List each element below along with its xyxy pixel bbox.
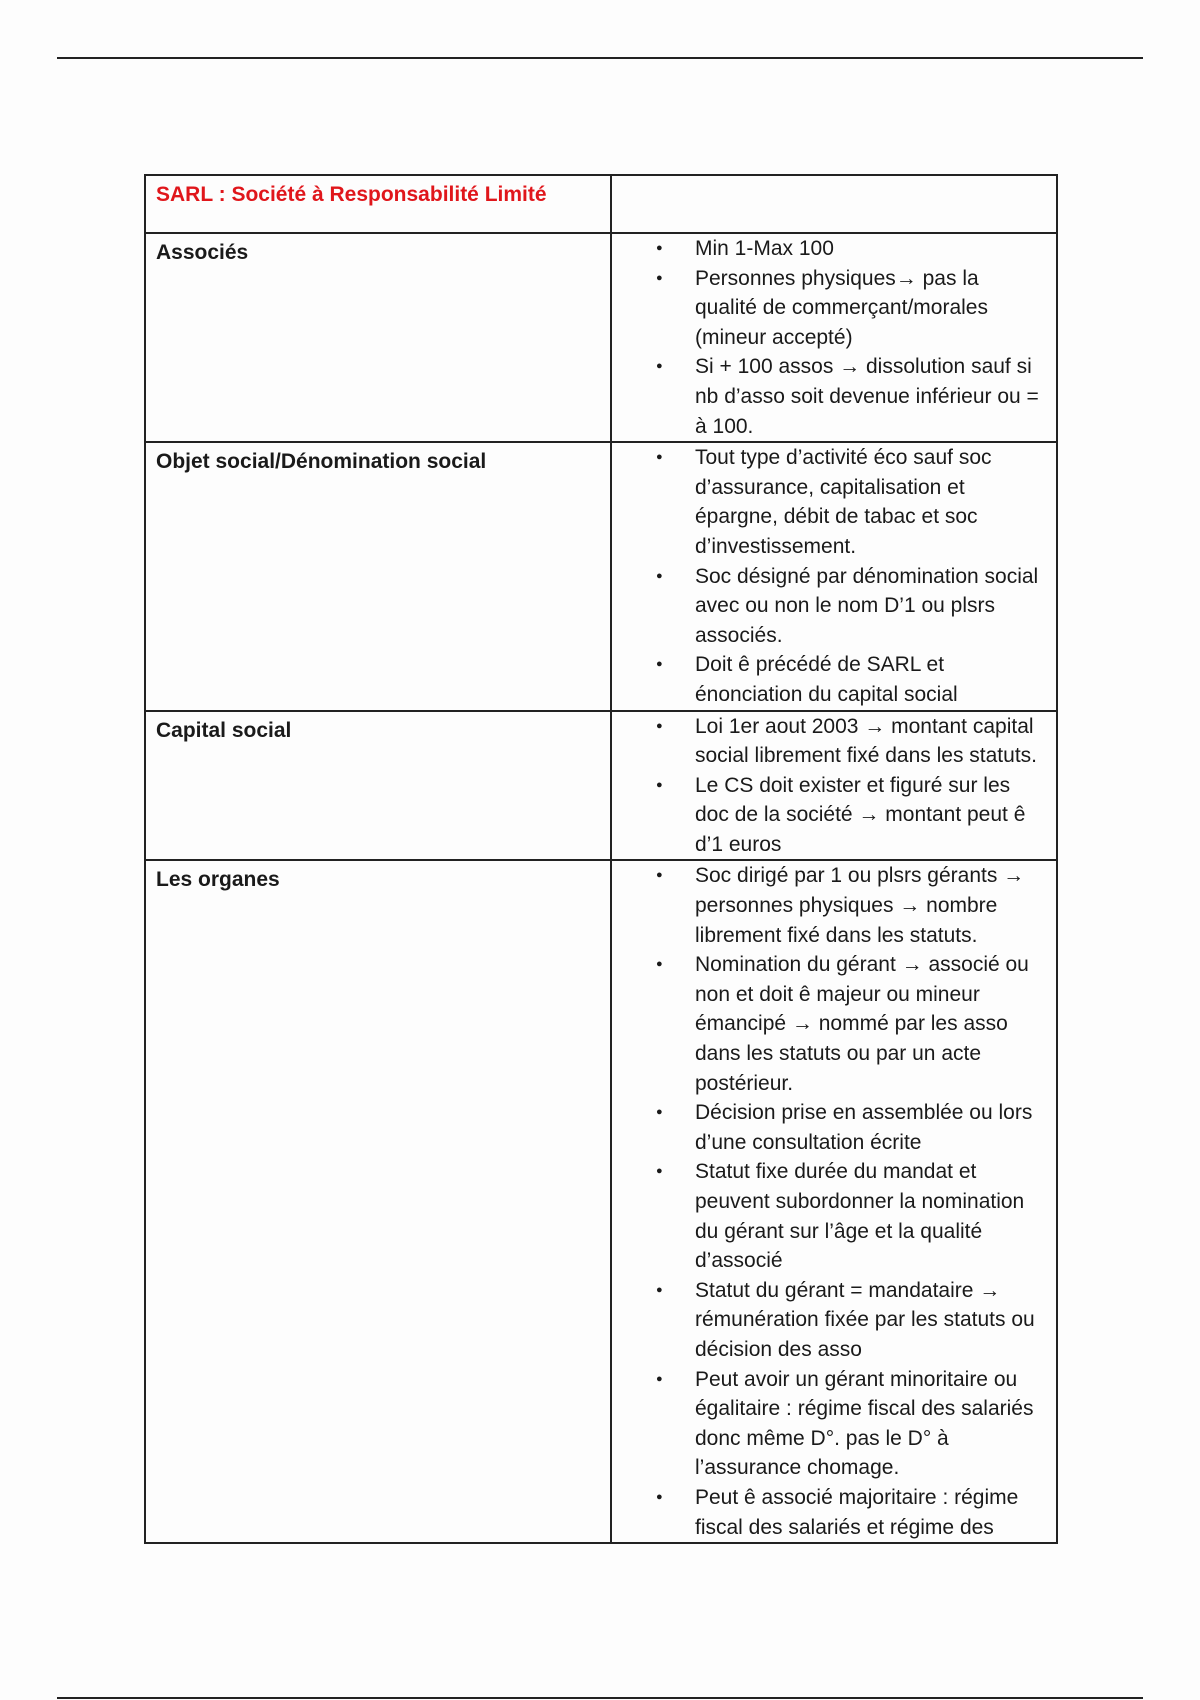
table-title: SARL : Société à Responsabilité Limité: [145, 175, 611, 233]
row-content: [611, 233, 1057, 442]
table-header-row: [145, 175, 1057, 233]
list-item: ● Min 1-Max 100: [612, 234, 1044, 264]
list-item: ● Soc désigné par dénomination social avec ou non le nom D’1 ou plsrs associés.: [612, 562, 1044, 651]
footer-rule: [57, 1697, 1143, 1699]
sarl-table: [144, 174, 1058, 1544]
list-item: ● Statut du gérant = mandataire → rémunération fixée par les statuts ou décision des asso: [612, 1276, 1044, 1365]
list-item: ● Soc dirigé par 1 ou plsrs gérants → personnes physiques → nombre librement fixé dans les statuts.: [612, 861, 1044, 950]
table-row-organes: [145, 860, 1057, 1543]
row-label: Objet social/Dénomination social: [145, 442, 611, 710]
table-row-objet-social: [145, 442, 1057, 710]
row-label: Capital social: [145, 711, 611, 861]
bullet-list: [612, 234, 1044, 441]
list-item: ● Statut fixe durée du mandat et peuvent subordonner la nomination du gérant sur l’âge et la qualité d’associé: [612, 1157, 1044, 1275]
list-item: ● Peut avoir un gérant minoritaire ou égalitaire : régime fiscal des salariés donc même D°. pas le D° à l’assurance chomage.: [612, 1365, 1044, 1483]
bullet-list: [612, 861, 1044, 1542]
table-row-associes: [145, 233, 1057, 442]
bullet-list: [612, 712, 1044, 860]
list-item: ● Le CS doit exister et figuré sur les doc de la société → montant peut ê d’1 euros: [612, 771, 1044, 860]
list-item: ● Loi 1er aout 2003 → montant capital social librement fixé dans les statuts.: [612, 712, 1044, 771]
list-item: ● Doit ê précédé de SARL et énonciation du capital social: [612, 650, 1044, 709]
list-item: ● Nomination du gérant → associé ou non et doit ê majeur ou mineur émancipé → nommé par les asso dans les statuts ou par un acte postérieur.: [612, 950, 1044, 1098]
row-label: Les organes: [145, 860, 611, 1543]
list-item: ● Personnes physiques→ pas la qualité de commerçant/morales (mineur accepté): [612, 264, 1044, 353]
row-label: Associés: [145, 233, 611, 442]
row-content: [611, 711, 1057, 861]
list-item: ● Décision prise en assemblée ou lors d’une consultation écrite: [612, 1098, 1044, 1157]
table-header-empty-cell: [611, 175, 1057, 233]
list-item: ● Tout type d’activité éco sauf soc d’assurance, capitalisation et épargne, débit de tabac et soc d’investissement.: [612, 443, 1044, 561]
list-item: ● Peut ê associé majoritaire : régime fiscal des salariés et régime des: [612, 1483, 1044, 1542]
list-item: ● Si + 100 assos → dissolution sauf si nb d’asso soit devenue inférieur ou = à 100.: [612, 352, 1044, 441]
header-rule: [57, 57, 1143, 59]
table-row-capital-social: [145, 711, 1057, 861]
row-content: [611, 860, 1057, 1543]
bullet-list: [612, 443, 1044, 709]
row-content: [611, 442, 1057, 710]
